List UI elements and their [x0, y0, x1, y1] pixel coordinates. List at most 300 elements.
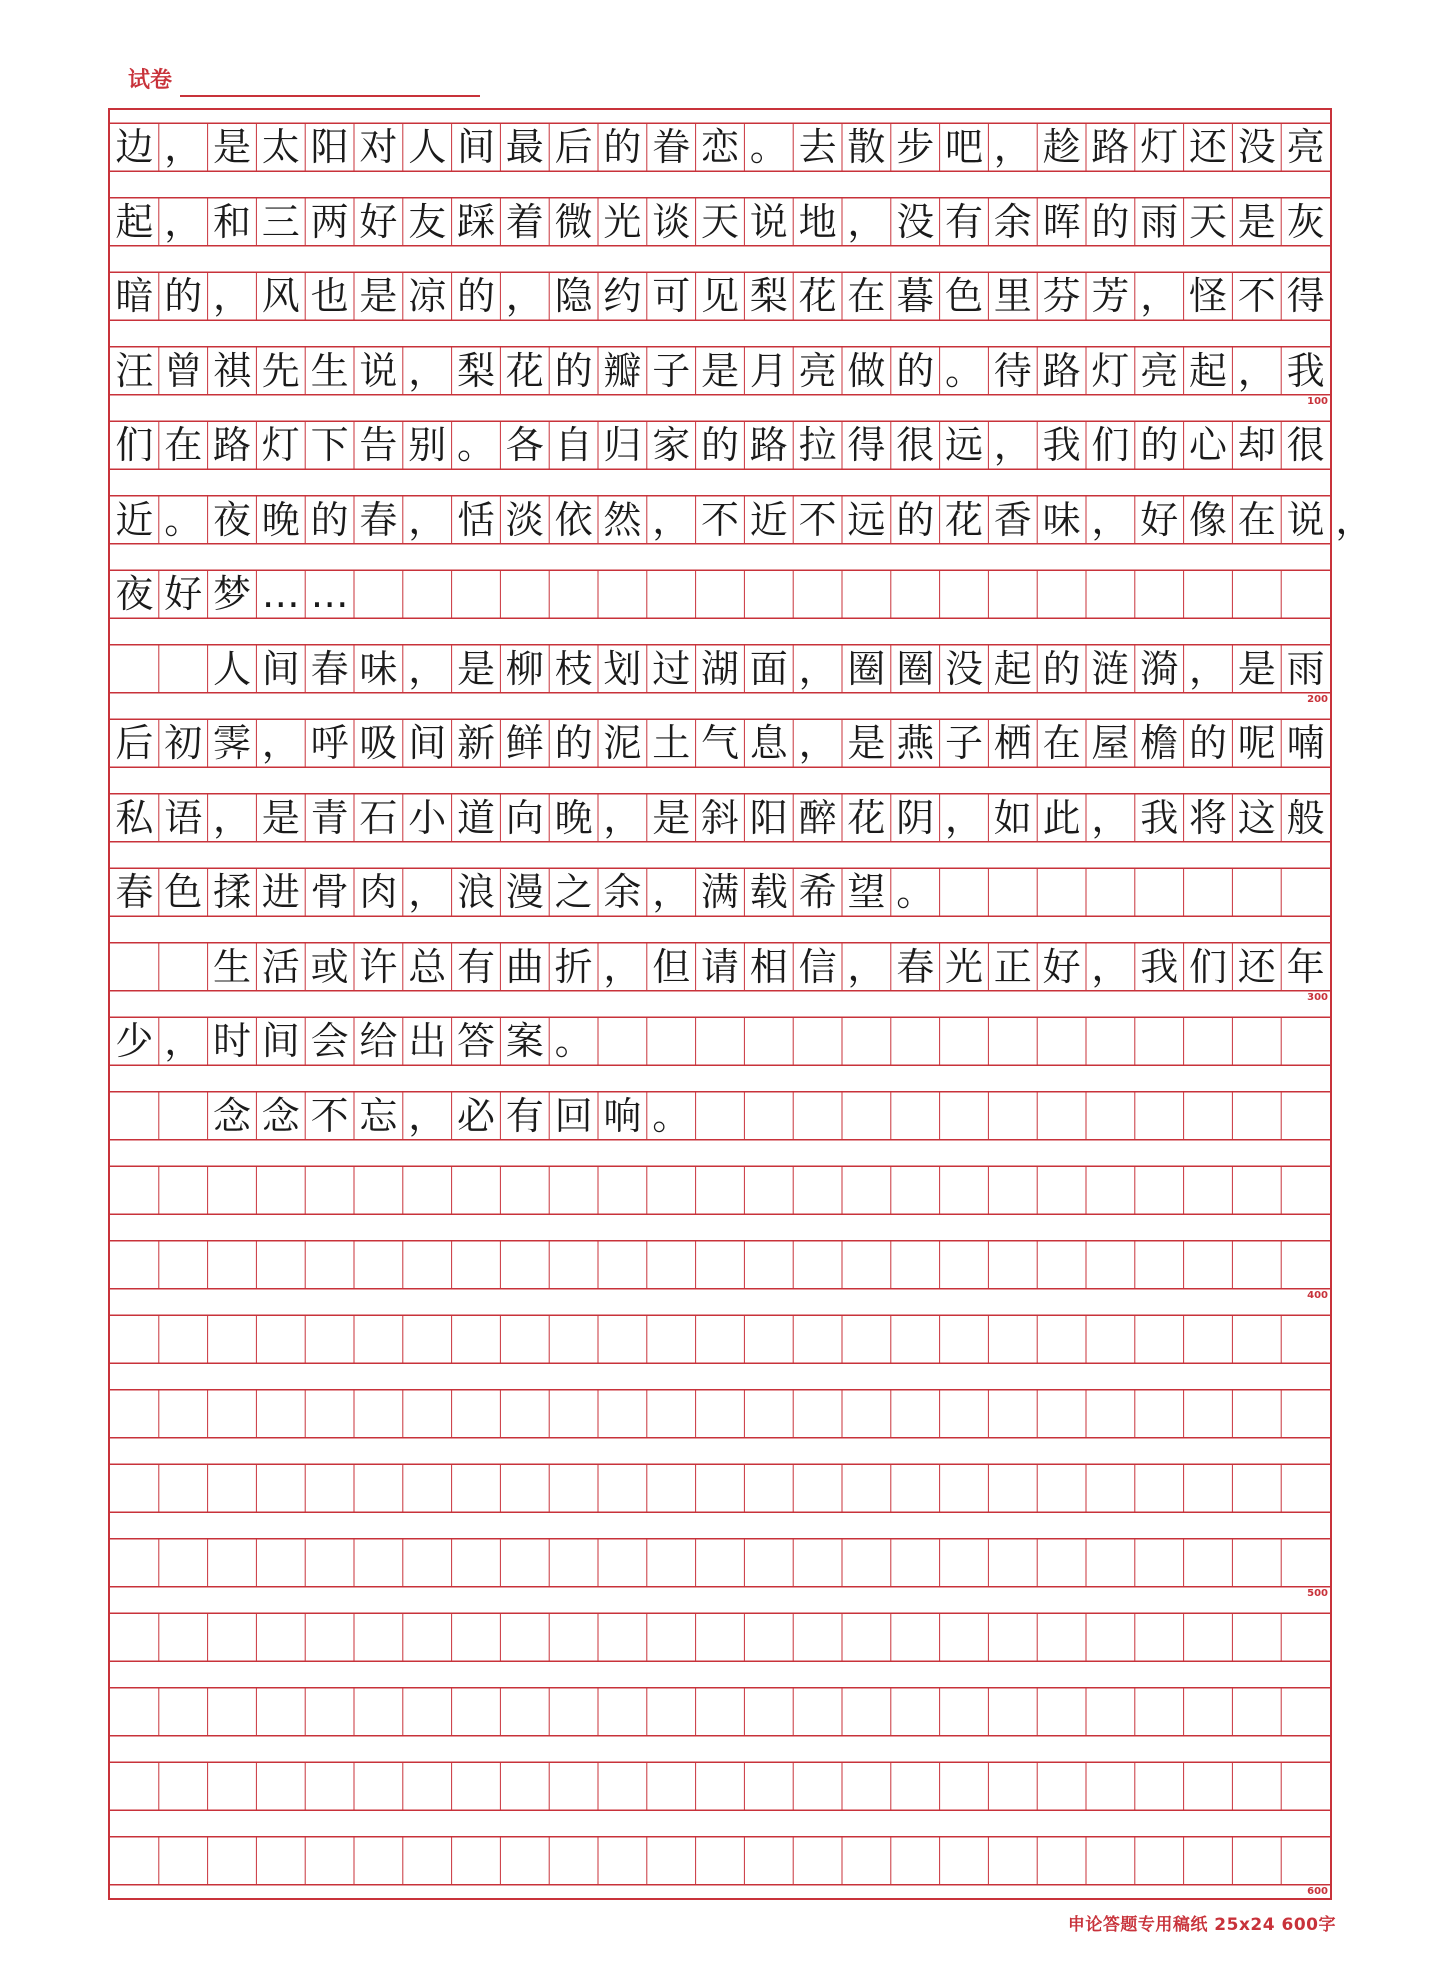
- essay-char: 路: [749, 423, 788, 468]
- essay-char: 余: [603, 870, 642, 915]
- essay-char: 花: [798, 274, 837, 319]
- essay-char: 间: [261, 646, 300, 691]
- essay-char: ，: [164, 1019, 203, 1064]
- essay-char: ，: [408, 348, 447, 393]
- essay-char: 语: [164, 795, 203, 840]
- essay-row: [110, 421, 1330, 469]
- word-count-marker: 200: [1307, 693, 1328, 705]
- essay-row: [110, 868, 1330, 916]
- essay-char: 请: [700, 944, 739, 989]
- essay-row: [110, 1688, 1330, 1736]
- essay-char: ，: [652, 497, 691, 542]
- essay-char: 汪: [115, 348, 154, 393]
- essay-char: 里: [993, 274, 1032, 319]
- essay-char: 泥: [603, 721, 642, 766]
- essay-char: [110, 1092, 159, 1140]
- word-count-marker: 500: [1307, 1587, 1328, 1599]
- essay-char: 希: [798, 870, 837, 915]
- essay-char: 的: [1091, 199, 1130, 244]
- essay-char: ，: [603, 944, 642, 989]
- essay-char: 说: [359, 348, 398, 393]
- essay-char: 味: [1042, 497, 1081, 542]
- essay-char: 吧: [944, 125, 983, 170]
- essay-char: 呼: [310, 721, 349, 766]
- essay-char: 鲜: [505, 721, 544, 766]
- essay-char: 余: [993, 199, 1032, 244]
- essay-char: 趁: [1042, 125, 1081, 170]
- essay-char: 过: [652, 646, 691, 691]
- essay-char: 春: [896, 944, 935, 989]
- essay-row: [110, 1390, 1330, 1438]
- essay-char: 回: [554, 1093, 593, 1138]
- essay-char: 满: [700, 870, 739, 915]
- essay-char: 间: [408, 721, 447, 766]
- essay-row: [110, 570, 1330, 618]
- essay-char: 信: [798, 944, 837, 989]
- essay-char: 芬: [1042, 274, 1081, 319]
- essay-char: 许: [359, 944, 398, 989]
- essay-char: 霁: [212, 721, 251, 766]
- word-count-marker: 100: [1307, 395, 1328, 407]
- essay-char: 我: [1140, 795, 1179, 840]
- essay-char: 会: [310, 1019, 349, 1064]
- essay-char: 对: [359, 125, 398, 170]
- essay-char: 我: [1140, 944, 1179, 989]
- essay-char: 的: [310, 497, 349, 542]
- essay-char: 然: [603, 497, 642, 542]
- essay-char: 还: [1188, 125, 1227, 170]
- essay-char: 子: [944, 721, 983, 766]
- essay-char: 这: [1237, 795, 1276, 840]
- essay-char: ，: [164, 199, 203, 244]
- essay-char: 道: [456, 795, 495, 840]
- essay-row: [110, 943, 1330, 991]
- essay-char: 后: [115, 721, 154, 766]
- essay-char: 有: [505, 1093, 544, 1138]
- essay-char: 浪: [456, 870, 495, 915]
- essay-char: 时: [212, 1019, 251, 1064]
- answer-sheet: [108, 108, 1374, 1900]
- essay-char: 做: [847, 348, 886, 393]
- essay-char: 。: [944, 348, 983, 393]
- essay-char: 家: [652, 423, 691, 468]
- essay-char: 呢: [1237, 721, 1276, 766]
- essay-row: [110, 1241, 1330, 1289]
- essay-char: 答: [456, 1019, 495, 1064]
- essay-char: 年: [1286, 944, 1325, 989]
- essay-row: [110, 1166, 1330, 1214]
- essay-char: 是: [652, 795, 691, 840]
- essay-char: 自: [554, 423, 593, 468]
- essay-char: 怪: [1188, 274, 1227, 319]
- essay-char: ，: [1335, 497, 1374, 542]
- essay-char: 路: [1042, 348, 1081, 393]
- essay-char: ，: [1140, 274, 1179, 319]
- essay-char: 风: [261, 274, 300, 319]
- essay-char: 亮: [798, 348, 837, 393]
- essay-char: 晚: [261, 497, 300, 542]
- essay-char: 的: [896, 348, 935, 393]
- essay-char: 灰: [1286, 199, 1325, 244]
- essay-char: ，: [603, 795, 642, 840]
- header-label: 试卷: [128, 68, 173, 93]
- essay-char: 给: [359, 1019, 398, 1064]
- essay-char: 可: [652, 274, 691, 319]
- essay-char: 下: [310, 423, 349, 468]
- essay-char: 色: [164, 870, 203, 915]
- essay-char: …: [261, 572, 300, 617]
- essay-char: 芳: [1091, 274, 1130, 319]
- essay-char: 晚: [554, 795, 593, 840]
- essay-char: 祺: [212, 348, 251, 393]
- essay-char: 像: [1188, 497, 1227, 542]
- essay-char: 屋: [1091, 721, 1130, 766]
- essay-char: 没: [944, 646, 983, 691]
- header-name-line: [180, 95, 480, 97]
- essay-char: 青: [310, 795, 349, 840]
- essay-char: 面: [749, 646, 788, 691]
- essay-char: 息: [749, 721, 788, 766]
- essay-char: 梨: [456, 348, 495, 393]
- essay-char: 淡: [505, 497, 544, 542]
- essay-char: 光: [603, 199, 642, 244]
- essay-char: 约: [603, 274, 642, 319]
- essay-char: 友: [408, 199, 447, 244]
- essay-char: 的: [554, 348, 593, 393]
- essay-row: [110, 347, 1330, 395]
- essay-char: 起: [1188, 348, 1227, 393]
- essay-char: 是: [847, 721, 886, 766]
- essay-char: 。: [554, 1019, 593, 1064]
- essay-char: 新: [456, 721, 495, 766]
- essay-char: 圈: [847, 646, 886, 691]
- essay-char: 灯: [1140, 125, 1179, 170]
- essay-char: 阳: [749, 795, 788, 840]
- essay-char: 着: [505, 199, 544, 244]
- essay-char: 们: [1188, 944, 1227, 989]
- essay-char: 在: [1042, 721, 1081, 766]
- essay-char: 曾: [164, 348, 203, 393]
- essay-char: 。: [456, 423, 495, 468]
- word-count-marker: 400: [1307, 1289, 1328, 1301]
- essay-char: 在: [847, 274, 886, 319]
- essay-char: 依: [554, 497, 593, 542]
- essay-char: 两: [310, 199, 349, 244]
- essay-char: ，: [798, 721, 837, 766]
- essay-char: 夜: [115, 572, 154, 617]
- essay-char: 三: [261, 199, 300, 244]
- essay-row: [110, 1464, 1330, 1512]
- essay-char: ，: [408, 870, 447, 915]
- essay-char: 人: [408, 125, 447, 170]
- essay-char: 好: [1140, 497, 1179, 542]
- essay-char: 初: [164, 721, 203, 766]
- essay-char: ，: [408, 646, 447, 691]
- essay-char: 的: [1042, 646, 1081, 691]
- essay-char: 雨: [1286, 646, 1325, 691]
- essay-char: ，: [212, 795, 251, 840]
- essay-char: 气: [700, 721, 739, 766]
- essay-char: 是: [212, 125, 251, 170]
- essay-char: 小: [408, 795, 447, 840]
- essay-char: 向: [505, 795, 544, 840]
- essay-char: 远: [847, 497, 886, 542]
- essay-char: 有: [944, 199, 983, 244]
- essay-char: 近: [749, 497, 788, 542]
- essay-char: 却: [1237, 423, 1276, 468]
- essay-char: 生: [310, 348, 349, 393]
- essay-char: 将: [1188, 795, 1227, 840]
- essay-char: 活: [261, 944, 300, 989]
- essay-char: 亮: [1140, 348, 1179, 393]
- essay-char: 梨: [749, 274, 788, 319]
- essay-char: 。: [652, 1093, 691, 1138]
- essay-char: 月: [749, 348, 788, 393]
- essay-char: 香: [993, 497, 1032, 542]
- essay-char: 案: [505, 1019, 544, 1064]
- essay-char: 的: [603, 125, 642, 170]
- essay-char: 骨: [310, 870, 349, 915]
- essay-char: 步: [896, 125, 935, 170]
- essay-char: 子: [652, 348, 691, 393]
- essay-char: 恬: [456, 497, 495, 542]
- essay-char: 花: [847, 795, 886, 840]
- essay-char: 少: [115, 1019, 154, 1064]
- word-count-marker: 600: [1307, 1885, 1328, 1897]
- essay-char: 们: [115, 423, 154, 468]
- essay-char: 漫: [505, 870, 544, 915]
- essay-char: 人: [212, 646, 251, 691]
- essay-char: 吸: [359, 721, 398, 766]
- essay-char: ，: [1091, 944, 1130, 989]
- essay-char: 踩: [456, 199, 495, 244]
- essay-char: 没: [1237, 125, 1276, 170]
- essay-char: 隐: [554, 274, 593, 319]
- essay-char: 告: [359, 423, 398, 468]
- essay-char: 边: [115, 125, 154, 170]
- essay-char: 春: [115, 870, 154, 915]
- essay-char: 没: [896, 199, 935, 244]
- essay-char: ，: [652, 870, 691, 915]
- essay-char: 远: [944, 423, 983, 468]
- essay-char: 漪: [1140, 646, 1179, 691]
- essay-char: 地: [798, 199, 837, 244]
- essay-char: 各: [505, 423, 544, 468]
- essay-char: ，: [1091, 497, 1130, 542]
- essay-char: 之: [554, 870, 593, 915]
- essay-char: 。: [896, 870, 935, 915]
- essay-char: 雨: [1140, 199, 1179, 244]
- essay-char: 。: [164, 497, 203, 542]
- essay-char: 先: [261, 348, 300, 393]
- essay-char: 喃: [1286, 721, 1325, 766]
- essay-row: [110, 1315, 1330, 1363]
- essay-char: 暮: [896, 274, 935, 319]
- essay-char: 还: [1237, 944, 1276, 989]
- essay-char: 如: [993, 795, 1032, 840]
- essay-char: 心: [1188, 423, 1227, 468]
- essay-char: ，: [408, 497, 447, 542]
- essay-char: 春: [310, 646, 349, 691]
- essay-char: 湖: [700, 646, 739, 691]
- essay-row: [110, 645, 1330, 693]
- essay-char: 是: [456, 646, 495, 691]
- essay-char: 是: [261, 795, 300, 840]
- essay-char: 花: [505, 348, 544, 393]
- essay-row: [110, 1092, 1330, 1140]
- essay-row: [110, 1539, 1330, 1587]
- essay-char: 天: [1188, 199, 1227, 244]
- essay-char: 待: [993, 348, 1032, 393]
- essay-char: 我: [1042, 423, 1081, 468]
- essay-char: 起: [115, 199, 154, 244]
- essay-char: 出: [408, 1019, 447, 1064]
- essay-char: 斜: [700, 795, 739, 840]
- essay-char: 们: [1091, 423, 1130, 468]
- essay-char: 忘: [359, 1093, 398, 1138]
- essay-char: ，: [212, 274, 251, 319]
- essay-char: 柳: [505, 646, 544, 691]
- essay-char: 的: [164, 274, 203, 319]
- essay-char: 味: [359, 646, 398, 691]
- essay-char: 晖: [1042, 199, 1081, 244]
- essay-char: 折: [554, 944, 593, 989]
- essay-char: 灯: [261, 423, 300, 468]
- essay-row: [110, 1017, 1330, 1065]
- essay-char: 不: [700, 497, 739, 542]
- essay-char: 的: [896, 497, 935, 542]
- essay-char: ，: [944, 795, 983, 840]
- essay-char: 拉: [798, 423, 837, 468]
- essay-char: 见: [700, 274, 739, 319]
- essay-char: 不: [798, 497, 837, 542]
- essay-char: 是: [359, 274, 398, 319]
- essay-char: 很: [896, 423, 935, 468]
- essay-char: ，: [261, 721, 300, 766]
- essay-char: 划: [603, 646, 642, 691]
- essay-char: 路: [212, 423, 251, 468]
- essay-char: 不: [310, 1093, 349, 1138]
- essay-char: 私: [115, 795, 154, 840]
- essay-char: 和: [212, 199, 251, 244]
- essay-char: 梦: [212, 572, 251, 617]
- essay-char: 凉: [408, 274, 447, 319]
- essay-char: 间: [456, 125, 495, 170]
- essay-char: ，: [1188, 646, 1227, 691]
- essay-char: 也: [310, 274, 349, 319]
- essay-char: 好: [1042, 944, 1081, 989]
- essay-char: 必: [456, 1093, 495, 1138]
- essay-char: 载: [749, 870, 788, 915]
- essay-char: 的: [700, 423, 739, 468]
- essay-char: 散: [847, 125, 886, 170]
- essay-char: 阴: [896, 795, 935, 840]
- essay-row: [110, 1762, 1330, 1810]
- essay-char: ，: [1091, 795, 1130, 840]
- essay-char: 枝: [554, 646, 593, 691]
- essay-char: …: [310, 572, 349, 617]
- essay-char: 好: [164, 572, 203, 617]
- essay-char: [159, 645, 208, 693]
- essay-char: 后: [554, 125, 593, 170]
- essay-char: 的: [456, 274, 495, 319]
- essay-char: 路: [1091, 125, 1130, 170]
- essay-char: 土: [652, 721, 691, 766]
- essay-char: 。: [749, 125, 788, 170]
- essay-char: 色: [944, 274, 983, 319]
- essay-row: [110, 123, 1330, 171]
- essay-char: 总: [408, 944, 447, 989]
- essay-row: [110, 794, 1330, 842]
- essay-char: 或: [310, 944, 349, 989]
- essay-row: [110, 272, 1330, 320]
- essay-row: [110, 1837, 1330, 1885]
- essay-char: 夜: [212, 497, 251, 542]
- essay-char: 瓣: [603, 348, 642, 393]
- essay-char: ，: [847, 944, 886, 989]
- essay-char: 进: [261, 870, 300, 915]
- essay-char: 别: [408, 423, 447, 468]
- essay-char: 灯: [1091, 348, 1130, 393]
- essay-char: 恋: [700, 125, 739, 170]
- essay-char: 的: [554, 721, 593, 766]
- essay-char: 燕: [896, 721, 935, 766]
- essay-char: 般: [1286, 795, 1325, 840]
- essay-char: 花: [944, 497, 983, 542]
- essay-char: 有: [456, 944, 495, 989]
- essay-char: 归: [603, 423, 642, 468]
- essay-char: 说: [1286, 497, 1325, 542]
- essay-row: [110, 198, 1330, 246]
- essay-char: 念: [261, 1093, 300, 1138]
- essay-char: 是: [1237, 646, 1276, 691]
- essay-char: 亮: [1286, 125, 1325, 170]
- essay-char: 暗: [115, 274, 154, 319]
- essay-char: 间: [261, 1019, 300, 1064]
- essay-char: 在: [164, 423, 203, 468]
- essay-char: 涟: [1091, 646, 1130, 691]
- essay-char: 响: [603, 1093, 642, 1138]
- essay-char: ，: [847, 199, 886, 244]
- essay-char: 太: [261, 125, 300, 170]
- footer-label: 申论答题专用稿纸 25x24 600字: [1067, 1915, 1336, 1935]
- essay-char: 肉: [359, 870, 398, 915]
- essay-char: ，: [993, 125, 1032, 170]
- word-count-marker: 300: [1307, 991, 1328, 1003]
- essay-row: [110, 1613, 1330, 1661]
- essay-char: 此: [1042, 795, 1081, 840]
- essay-char: 在: [1237, 497, 1276, 542]
- essay-char: 是: [1237, 199, 1276, 244]
- essay-char: 念: [212, 1093, 251, 1138]
- essay-char: 的: [1140, 423, 1179, 468]
- essay-char: 生: [212, 944, 251, 989]
- essay-char: 说: [749, 199, 788, 244]
- essay-char: 曲: [505, 944, 544, 989]
- essay-char: 醉: [798, 795, 837, 840]
- essay-row: [110, 719, 1330, 767]
- essay-char: 最: [505, 125, 544, 170]
- essay-char: ，: [408, 1093, 447, 1138]
- essay-char: 好: [359, 199, 398, 244]
- essay-char: 栖: [993, 721, 1032, 766]
- essay-char: ，: [798, 646, 837, 691]
- essay-char: 圈: [896, 646, 935, 691]
- essay-char: 起: [993, 646, 1032, 691]
- essay-char: [110, 645, 159, 693]
- essay-char: 眷: [652, 125, 691, 170]
- essay-char: 天: [700, 199, 739, 244]
